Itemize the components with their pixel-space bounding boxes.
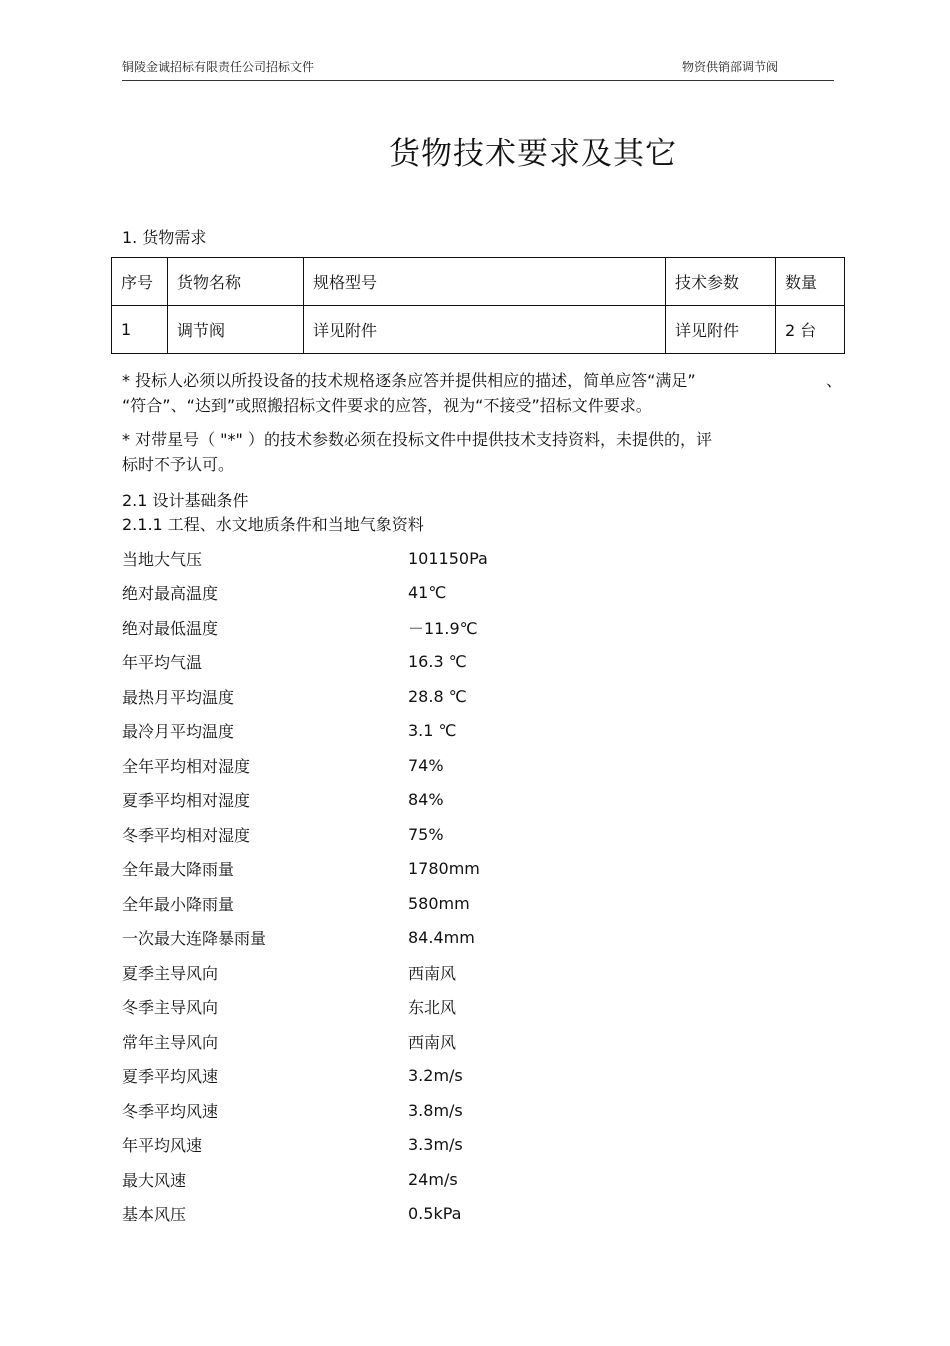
parameter-row xyxy=(122,1093,488,1128)
parameter-label: 最冷月平均温度 xyxy=(122,722,235,742)
section-1-heading: 1. 货物需求 xyxy=(122,228,207,247)
table-header-row xyxy=(112,258,845,306)
note-1-text: * 投标人必须以所投设备的技术规格逐条应答并提供相应的描述，简单应答“满足” xyxy=(122,371,696,390)
table-cell: 1 xyxy=(112,306,168,354)
parameter-value: 3.8m/s xyxy=(408,1100,463,1120)
note-1-line-1 xyxy=(122,368,843,393)
parameter-row xyxy=(122,645,488,680)
parameter-label: 绝对最低温度 xyxy=(122,618,219,638)
parameter-label: 最大风速 xyxy=(122,1170,187,1190)
parameter-label: 夏季平均风速 xyxy=(122,1067,219,1087)
page-title: 货物技术要求及其它 xyxy=(389,136,677,172)
parameter-value: 东北风 xyxy=(408,998,457,1018)
parameter-row xyxy=(122,576,488,611)
parameter-label: 冬季主导风向 xyxy=(122,998,219,1018)
parameter-value: 0.5kPa xyxy=(408,1204,462,1224)
table-row xyxy=(112,306,845,354)
header-left-text: 铜陵金诚招标有限责任公司招标文件 xyxy=(122,60,315,74)
parameter-row xyxy=(122,852,488,887)
parameter-value: －11.9℃ xyxy=(408,618,478,638)
parameter-label: 全年最小降雨量 xyxy=(122,894,235,914)
parameter-row xyxy=(122,679,488,714)
climate-parameter-list xyxy=(122,541,488,1231)
parameter-label: 绝对最高温度 xyxy=(122,584,219,604)
parameter-row xyxy=(122,541,488,576)
parameter-label: 最热月平均温度 xyxy=(122,687,235,707)
table-header-cell: 货物名称 xyxy=(168,258,304,306)
table-cell: 2 台 xyxy=(776,306,845,354)
parameter-value: 3.1 ℃ xyxy=(408,721,457,741)
parameter-value: 84.4mm xyxy=(408,928,475,948)
note-1-line-2: “符合”、“达到”或照搬招标文件要求的应答，视为“不接受”招标文件要求。 xyxy=(122,396,652,415)
parameter-value: 101150Pa xyxy=(408,548,488,568)
parameter-label: 一次最大连降暴雨量 xyxy=(122,929,267,949)
parameter-label: 年平均风速 xyxy=(122,1136,203,1156)
table-cell: 调节阀 xyxy=(168,306,304,354)
note-2-line-1: * 对带星号（ "*" ）的技术参数必须在投标文件中提供技术支持资料，未提供的，评 xyxy=(122,430,712,449)
parameter-value: 580mm xyxy=(408,893,470,913)
header-divider xyxy=(122,80,834,81)
parameter-value: 西南风 xyxy=(408,963,457,983)
parameter-value: 3.2m/s xyxy=(408,1066,463,1086)
parameter-label: 常年主导风向 xyxy=(122,1032,219,1052)
note-1 xyxy=(122,368,843,418)
parameter-value: 3.3m/s xyxy=(408,1135,463,1155)
parameter-row xyxy=(122,886,488,921)
parameter-row xyxy=(122,1059,488,1094)
table-header-cell: 序号 xyxy=(112,258,168,306)
note-2 xyxy=(122,427,712,477)
parameter-value: 28.8 ℃ xyxy=(408,686,467,706)
table-header-cell: 规格型号 xyxy=(304,258,666,306)
parameter-row xyxy=(122,783,488,818)
parameter-label: 全年平均相对湿度 xyxy=(122,756,251,776)
parameter-label: 夏季主导风向 xyxy=(122,963,219,983)
parameter-row xyxy=(122,955,488,990)
parameter-row xyxy=(122,1162,488,1197)
table-header-cell: 技术参数 xyxy=(666,258,776,306)
parameter-row xyxy=(122,748,488,783)
parameter-label: 冬季平均风速 xyxy=(122,1101,219,1121)
parameter-value: 84% xyxy=(408,790,444,810)
parameter-value: 41℃ xyxy=(408,583,447,603)
header-right-text: 物资供销部调节阀 xyxy=(681,60,778,74)
parameter-row xyxy=(122,990,488,1025)
parameter-value: 1780mm xyxy=(408,859,480,879)
parameter-value: 16.3 ℃ xyxy=(408,652,467,672)
parameter-label: 年平均气温 xyxy=(122,653,203,673)
parameter-row xyxy=(122,610,488,645)
parameter-value: 75% xyxy=(408,824,444,844)
parameter-value: 西南风 xyxy=(408,1032,457,1052)
parameter-label: 冬季平均相对湿度 xyxy=(122,825,251,845)
parameter-row xyxy=(122,817,488,852)
parameter-label: 基本风压 xyxy=(122,1205,187,1225)
table-cell: 详见附件 xyxy=(304,306,666,354)
parameter-value: 74% xyxy=(408,755,444,775)
table-header-cell: 数量 xyxy=(776,258,845,306)
parameter-label: 当地大气压 xyxy=(122,549,203,569)
goods-table xyxy=(111,257,845,354)
parameter-label: 全年最大降雨量 xyxy=(122,860,235,880)
parameter-row xyxy=(122,714,488,749)
note-1-mark: 、 xyxy=(826,371,843,390)
parameter-row xyxy=(122,1197,488,1232)
parameter-row xyxy=(122,921,488,956)
parameter-row xyxy=(122,1024,488,1059)
parameter-label: 夏季平均相对湿度 xyxy=(122,791,251,811)
parameter-row xyxy=(122,1128,488,1163)
section-2-1-heading: 2.1 设计基础条件 xyxy=(122,491,249,510)
parameter-value: 24m/s xyxy=(408,1169,458,1189)
note-2-line-2: 标时不予认可。 xyxy=(122,455,235,474)
table-cell: 详见附件 xyxy=(666,306,776,354)
section-2-1-1-heading: 2.1.1 工程、水文地质条件和当地气象资料 xyxy=(122,515,424,534)
